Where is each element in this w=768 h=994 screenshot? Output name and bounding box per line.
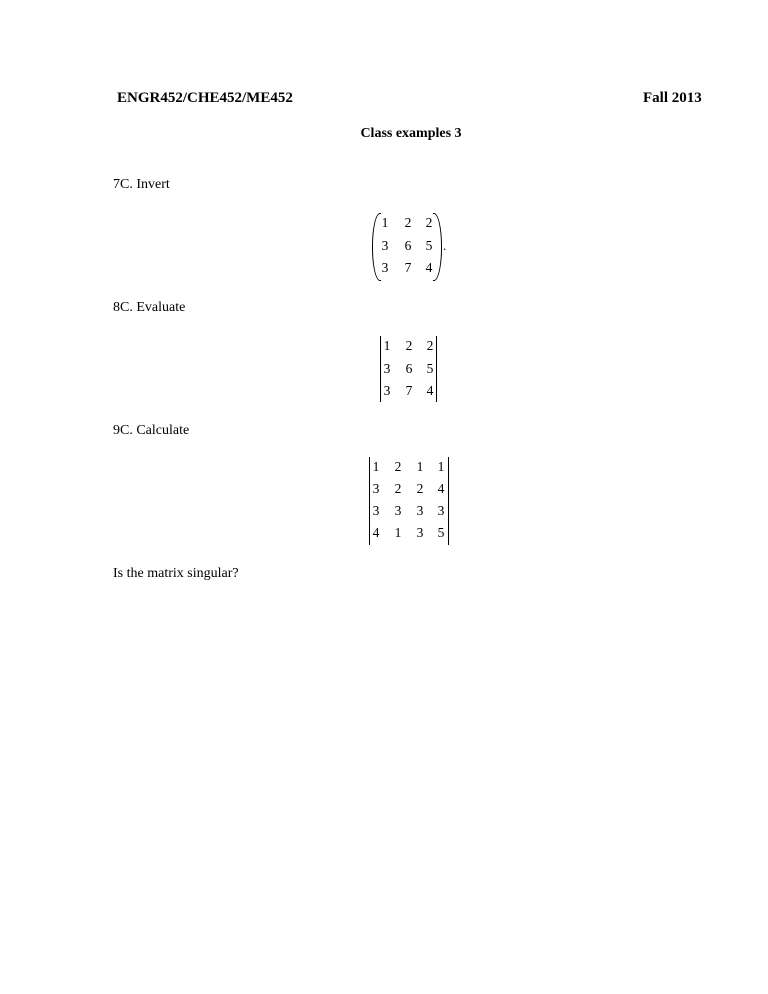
matrix-row [368, 459, 450, 477]
matrix-row [368, 503, 450, 521]
matrix-cell: 7 [405, 383, 413, 398]
matrix-cell: 2 [405, 338, 413, 353]
matrix-cell: 3 [394, 503, 402, 518]
question-text: Is the matrix singular? [113, 566, 239, 581]
matrix-row [378, 383, 438, 401]
matrix-row [372, 238, 442, 256]
matrix-cell: 3 [416, 503, 424, 518]
page-title: Class examples 3 [360, 126, 462, 141]
matrix-7c-period: . [443, 238, 447, 253]
matrix-cell: 7 [404, 260, 412, 275]
matrix-cell: 3 [372, 503, 380, 518]
matrix-cell: 2 [394, 481, 402, 496]
matrix-row [378, 361, 438, 379]
matrix-cell: 1 [383, 338, 391, 353]
determinant-9c [368, 457, 450, 545]
matrix-row [368, 525, 450, 543]
matrix-cell: 5 [425, 238, 433, 253]
course-code: ENGR452/CHE452/ME452 [117, 90, 293, 106]
matrix-cell: 2 [404, 215, 412, 230]
matrix-cell: 2 [416, 481, 424, 496]
matrix-cell: 6 [405, 361, 413, 376]
matrix-cell: 2 [426, 338, 434, 353]
matrix-cell: 1 [437, 459, 445, 474]
matrix-cell: 5 [426, 361, 434, 376]
matrix-row [378, 338, 438, 356]
matrix-cell: 4 [372, 525, 380, 540]
right-determinant-bar [448, 457, 449, 545]
matrix-cell: 4 [425, 260, 433, 275]
problem-9c-label: 9C. Calculate [113, 423, 190, 438]
matrix-cell: 1 [372, 459, 380, 474]
matrix-cell: 3 [381, 238, 389, 253]
matrix-cell: 3 [383, 383, 391, 398]
matrix-cell: 6 [404, 238, 412, 253]
matrix-cell: 2 [394, 459, 402, 474]
determinant-8c [378, 336, 438, 402]
matrix-cell: 1 [381, 215, 389, 230]
matrix-row [372, 260, 442, 278]
matrix-cell: 1 [394, 525, 402, 540]
matrix-cell: 3 [372, 481, 380, 496]
matrix-7c [372, 213, 442, 279]
matrix-cell: 3 [381, 260, 389, 275]
matrix-cell: 1 [416, 459, 424, 474]
matrix-cell: 3 [383, 361, 391, 376]
matrix-cell: 5 [437, 525, 445, 540]
right-determinant-bar [436, 336, 437, 402]
term-label: Fall 2013 [643, 90, 702, 106]
matrix-cell: 4 [437, 481, 445, 496]
matrix-cell: 4 [426, 383, 434, 398]
problem-7c-label: 7C. Invert [113, 177, 170, 192]
matrix-cell: 3 [416, 525, 424, 540]
problem-8c-label: 8C. Evaluate [113, 300, 186, 315]
matrix-row [372, 215, 442, 233]
matrix-cell: 3 [437, 503, 445, 518]
matrix-cell: 2 [425, 215, 433, 230]
matrix-row [368, 481, 450, 499]
